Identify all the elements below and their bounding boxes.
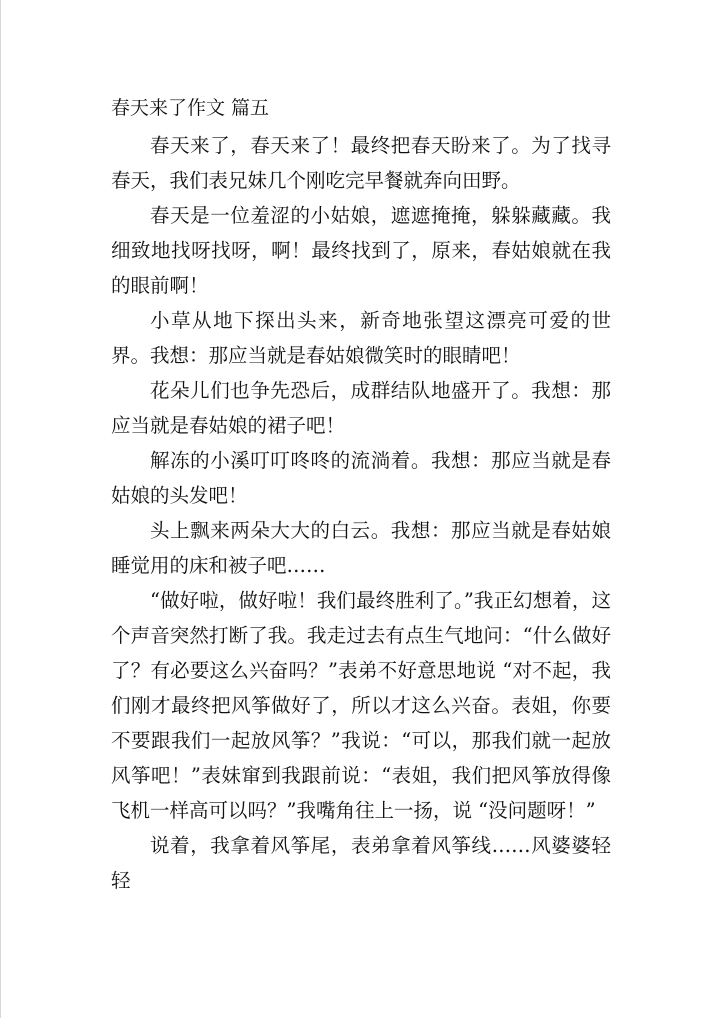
paragraph: 春天来了，春天来了！最终把春天盼来了。为了找寻春天，我们表兄妹几个刚吃完早餐就奔向田野。 [111,134,611,192]
paragraph: 头上飘来两朵大大的白云。我想：那应当就是春姑娘睡觉用的床和被子吧…… [111,519,611,577]
paragraph: 说着，我拿着风筝尾，表弟拿着风筝线……风婆婆轻轻 [111,834,611,892]
paragraph: 春天是一位羞涩的小姑娘，遮遮掩掩，躲躲藏藏。我细致地找呀找呀，啊！最终找到了，原来，春姑娘就在我的眼前啊！ [111,204,611,297]
paragraph: 小草从地下探出头来，新奇地张望这漂亮可爱的世界。我想：那应当就是春姑娘微笑时的眼睛吧！ [111,309,611,367]
paragraph: 花朵儿们也争先恐后，成群结队地盛开了。我想：那应当就是春姑娘的裙子吧！ [111,379,611,437]
paragraph: “做好啦，做好啦！我们最终胜利了。”我正幻想着，这个声音突然打断了我。我走过去有点生气地问：“什么做好了？有必要这么兴奋吗？”表弟不好意思地说 “对不起，我们刚才最终把风筝做好了，所以才这么兴奋。表姐，你要不要跟我们一起放风筝？”我说：“可以，那我们就一起放风筝吧！”表妹窜到我跟前说：“表姐，我们把风筝放得像飞机一样高可以吗？”我嘴角往上一扬，说 “没问题呀！” [111,589,611,822]
essay-body [111,128,611,898]
paragraph: 解冻的小溪叮叮咚咚的流淌着。我想：那应当就是春姑娘的头发吧！ [111,449,611,507]
essay-title: 春天来了作文 篇五 [111,97,270,119]
